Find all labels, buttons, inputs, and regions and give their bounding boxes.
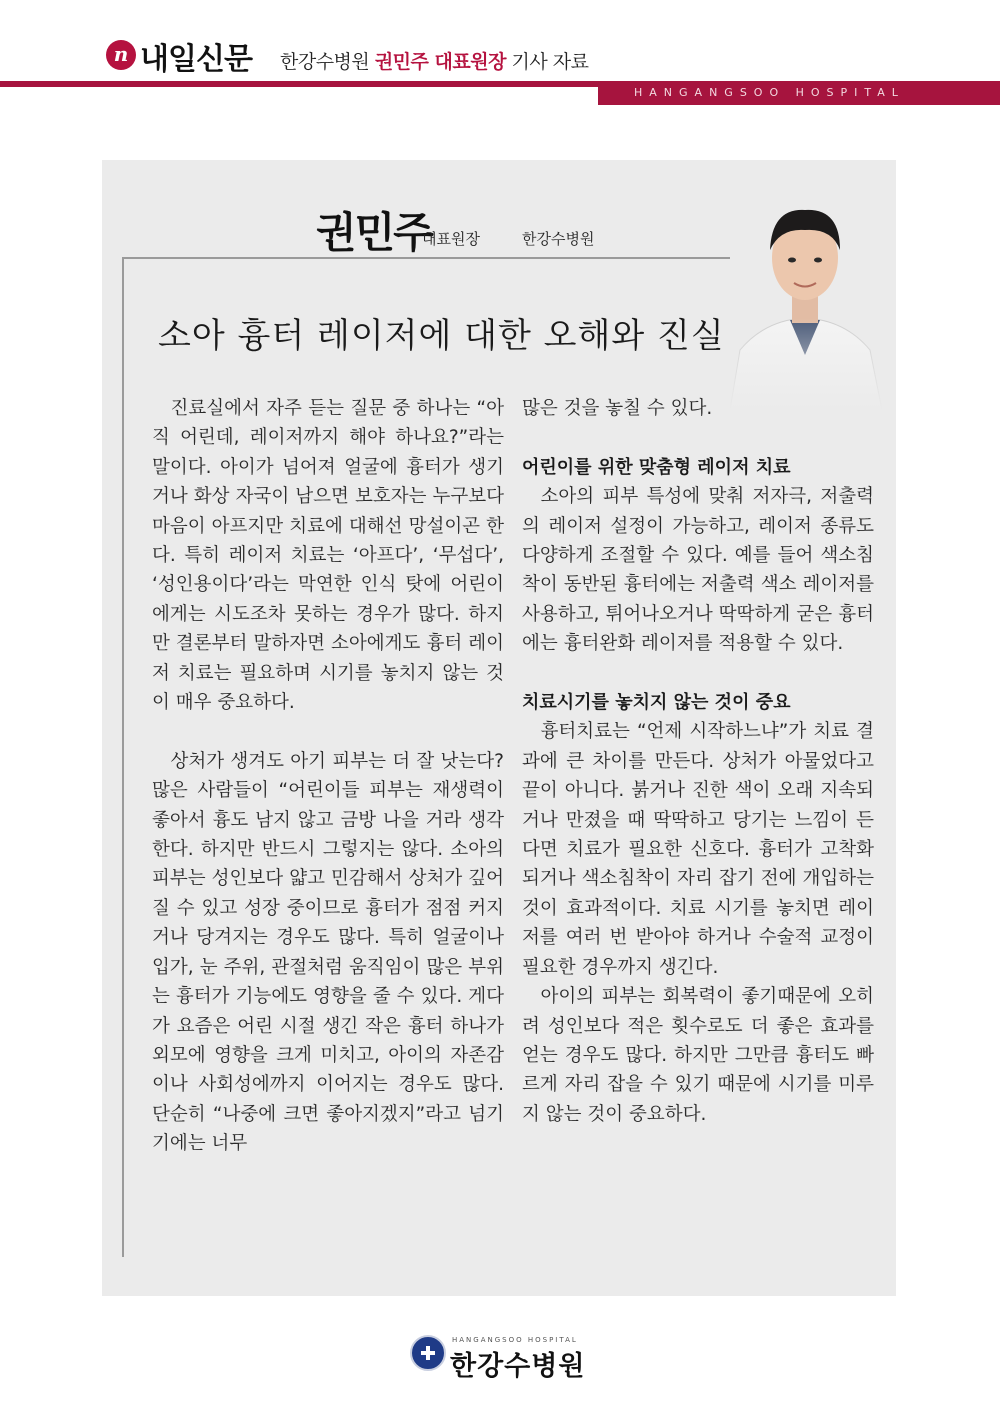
- paragraph: 아이의 피부는 회복력이 좋기때문에 오히려 성인보다 적은 횟수로도 더 좋은 효과를 얻는 경우도 많다. 하지만 그만큼 흉터도 빠르게 자리 잡을 수 있기 때문에 시기를 미루지 않는 것이 중요하다.: [522, 986, 874, 1125]
- author-name: 권민주: [316, 208, 432, 257]
- header-doc-type: 기사 자료: [511, 51, 589, 73]
- footer-hospital-name: 한강수병원: [450, 1351, 586, 1382]
- header-band: HANGANGSOO HOSPITAL: [598, 81, 1000, 105]
- paragraph-gap: [152, 717, 504, 746]
- section-heading: 어린이를 위한 맞춤형 레이저 치료: [522, 456, 791, 478]
- article-column-left: [152, 394, 504, 1159]
- footer-hospital-english: HANGANGSOO HOSPITAL: [452, 1336, 578, 1344]
- author-photo: [720, 180, 890, 410]
- header-hospital: 한강수병원: [280, 51, 370, 73]
- author-title: 대표원장: [422, 230, 480, 248]
- paragraph-continued: 많은 것을 놓칠 수 있다.: [522, 398, 713, 419]
- frame-left-rule: [122, 257, 124, 1257]
- paragraph-gap: [522, 423, 874, 452]
- article-headline: 소아 흉터 레이저에 대한 오해와 진실: [158, 316, 725, 356]
- paragraph: 소아의 피부 특성에 맞춰 저자극, 저출력의 레이저 설정이 가능하고, 레이저 종류도 다양하게 조절할 수 있다. 예를 들어 색소침착이 동반된 흉터에는 저출력 색소 레이저를 사용하고, 튀어나오거나 딱딱하게 굳은 흉터에는 흉터완화 레이저를 적용할 수 있다.: [522, 486, 874, 655]
- header-caption: [280, 47, 588, 74]
- paragraph: 상처가 생겨도 아기 피부는 더 잘 낫는다? 많은 사람들이 “어린이들 피부는 재생력이 좋아서 흉도 남지 않고 금방 나을 거라 생각한다. 하지만 반드시 그렇지는 않다. 소아의 피부는 성인보다 얇고 민감해서 상처가 깊어질 수 있고 성장 중이므로 흉터가 점점 커지거나 당겨지는 경우도 많다. 특히 얼굴이나 입가, 눈 주위, 관절처럼 움직임이 많은 부위는 흉터가 기능에도 영향을 줄 수 있다. 게다가 요즘은 어린 시절 생긴 작은 흉터 하나가 외모에 영향을 크게 미치고, 아이의 자존감이나 사회성에까지 이어지는 경우도 많다. 단순히 “나중에 크면 좋아지겠지”라고 넘기기에는 너무: [152, 750, 504, 1155]
- paragraph: 진료실에서 자주 듣는 질문 중 하나는 “아직 어린데, 레이저까지 해야 하나요?”라는 말이다. 아이가 넘어져 얼굴에 흉터가 생기거나 화상 자국이 남으면 보호자는 누구보다 마음이 아프지만 치료에 대해선 망설이곤 한다. 특히 레이저 치료는 ‘아프다’, ‘무섭다’, ‘성인용이다’라는 막연한 인식 탓에 어린이에게는 시도조차 못하는 경우가 많다. 하지만 결론부터 말하자면 소아에게도 흉터 레이저 치료는 필요하며 시기를 놓치지 않는 것이 매우 중요하다.: [152, 398, 504, 714]
- article-clipping: [102, 160, 896, 1296]
- author-hospital: 한강수병원: [522, 230, 595, 248]
- header-author: 권민주 대표원장: [374, 51, 506, 73]
- paragraph-gap: [522, 659, 874, 688]
- paragraph: 흉터치료는 “언제 시작하느냐”가 치료 결과에 큰 차이를 만든다. 상처가 아물었다고 끝이 아니다. 붉거나 진한 색이 오래 지속되거나 만졌을 때 딱딱하고 당기는 느낌이 든다면 치료가 필요한 신호다. 흉터가 고착화되거나 색소침착이 자리 잡기 전에 개입하는 것이 효과적이다. 치료 시기를 놓치면 레이저를 여러 번 받아야 하거나 수술적 교정이 필요한 경우까지 생긴다.: [522, 721, 874, 978]
- section-heading: 치료시기를 놓치지 않는 것이 중요: [522, 692, 791, 714]
- hospital-emblem-icon: [410, 1335, 446, 1371]
- article-column-right: [522, 394, 874, 1129]
- newspaper-logo-text: 내일신문: [140, 42, 252, 77]
- newspaper-logo-icon: n: [106, 40, 136, 70]
